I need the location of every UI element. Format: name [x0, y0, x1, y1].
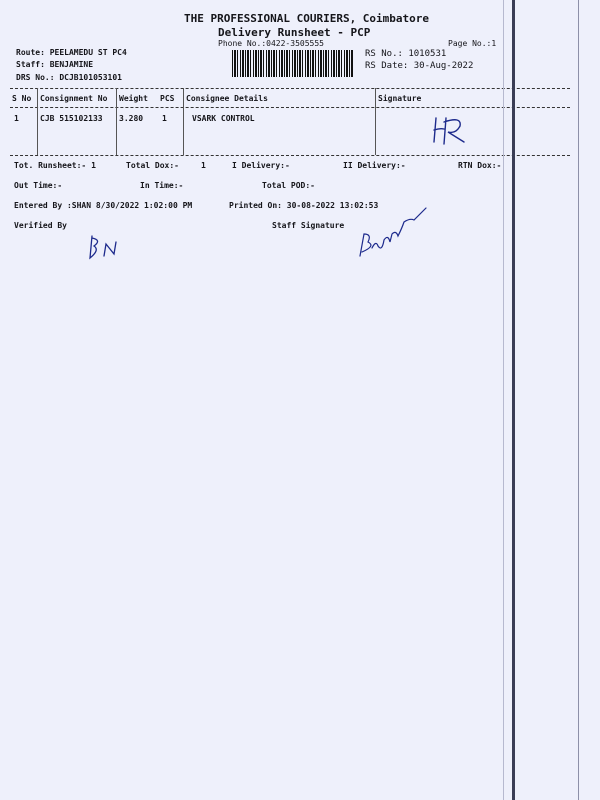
- scan-edge-line: [503, 0, 504, 800]
- col-header-signature: Signature: [378, 94, 422, 103]
- scan-edge-line: [512, 0, 515, 800]
- rtn-dox: RTN Dox:-: [458, 161, 502, 170]
- barcode: [232, 50, 354, 77]
- rs-date: RS Date: 30-Aug-2022: [365, 61, 474, 71]
- staff: Staff: BENJAMINE: [16, 60, 94, 69]
- printed-on: Printed On: 30-08-2022 13:02:53: [229, 201, 379, 210]
- i-delivery: I Delivery:-: [232, 161, 290, 170]
- col-divider: [375, 88, 376, 155]
- col-header-weight: Weight: [119, 94, 148, 103]
- phone-number: Phone No.:0422-3505555: [218, 39, 324, 48]
- col-header-pcs: PCS: [160, 94, 175, 103]
- col-divider: [183, 88, 184, 155]
- col-header-sno: S No: [12, 94, 32, 103]
- runsheet-title: Delivery Runsheet - PCP: [218, 26, 371, 39]
- out-time: Out Time:-: [14, 181, 63, 190]
- route: Route: PEELAMEDU ST PC4: [16, 48, 127, 57]
- verifier-signature: [86, 232, 130, 262]
- total-dox-value: 1: [201, 161, 206, 170]
- row-consignee: VSARK CONTROL: [192, 114, 255, 123]
- in-time: In Time:-: [140, 181, 184, 190]
- col-header-consignment: Consignment No: [40, 94, 108, 103]
- row-sno: 1: [14, 114, 19, 123]
- row-consignment: CJB 515102133: [40, 114, 103, 123]
- col-header-consignee: Consignee Details: [186, 94, 268, 103]
- table-bottom-rule: [10, 155, 570, 156]
- drs-number: DRS No.: DCJB101053101: [16, 73, 122, 82]
- entered-by: Entered By :SHAN 8/30/2022 1:02:00 PM: [14, 201, 193, 210]
- table-top-rule: [10, 88, 570, 89]
- ii-delivery: II Delivery:-: [343, 161, 406, 170]
- page-number: Page No.:1: [448, 39, 497, 48]
- total-pod: Total POD:-: [262, 181, 315, 190]
- table-header-rule: [10, 107, 570, 108]
- receiver-signature: [430, 112, 490, 146]
- staff-signature-label: Staff Signature: [272, 221, 345, 230]
- col-divider: [37, 88, 38, 155]
- scan-edge-line: [578, 0, 579, 800]
- staff-signature: [354, 200, 434, 264]
- row-weight: 3.280: [119, 114, 144, 123]
- total-runsheet: Tot. Runsheet:- 1: [14, 161, 96, 170]
- rs-number: RS No.: 1010531: [365, 49, 447, 59]
- col-divider: [116, 88, 117, 155]
- verified-by-label: Verified By: [14, 221, 67, 230]
- company-title: THE PROFESSIONAL COURIERS, Coimbatore: [184, 12, 430, 25]
- total-dox-label: Total Dox:-: [126, 161, 179, 170]
- row-pcs: 1: [162, 114, 167, 123]
